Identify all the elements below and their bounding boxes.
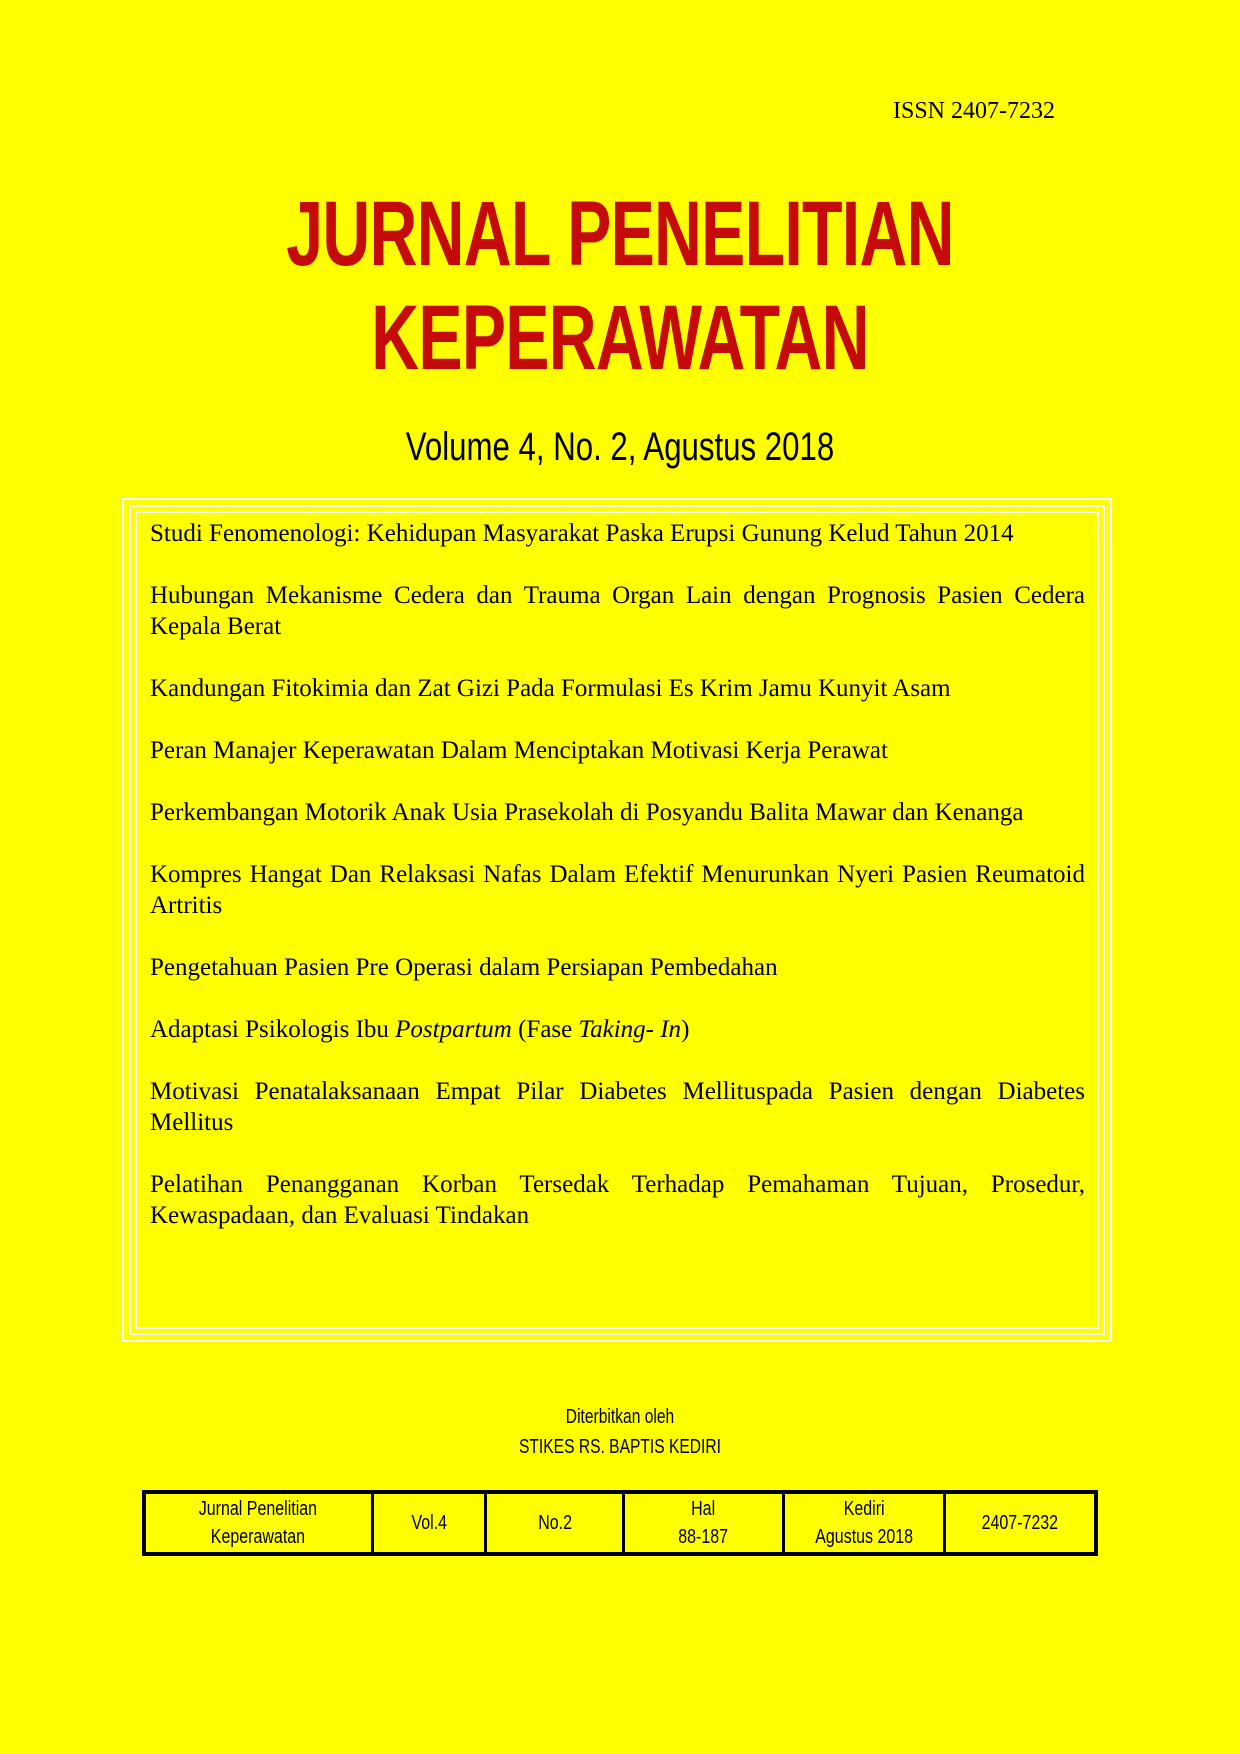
journal-info-table: [142, 1490, 1098, 1556]
info-issn: 2407-7232: [981, 1512, 1059, 1534]
info-cell-issn: [946, 1494, 1094, 1552]
publisher-label: Diterbitkan oleh: [565, 1406, 675, 1428]
article-title[interactable]: [150, 1014, 1085, 1045]
info-volume: Vol.4: [411, 1512, 447, 1534]
info-date: Agustus 2018: [815, 1526, 913, 1548]
journal-title-line1: JURNAL PENELITIAN: [286, 183, 954, 285]
info-city: Kediri: [843, 1498, 885, 1520]
issn-label: ISSN 2407-7232: [892, 98, 1055, 124]
info-pages-label: Hal: [691, 1498, 716, 1520]
info-cell-journal: [146, 1494, 374, 1552]
article-title-middle: (Fase: [511, 1016, 579, 1043]
journal-title: [174, 182, 1067, 390]
info-cell-volume: [374, 1494, 488, 1552]
article-title-italic: Taking- In: [578, 1016, 682, 1043]
info-cell-place-date: [785, 1494, 947, 1552]
article-title[interactable]: Motivasi Penatalaksanaan Empat Pilar Diabetes Mellituspada Pasien dengan Diabetes Mellitus: [150, 1078, 1085, 1136]
info-cell-pages: [625, 1494, 785, 1552]
article-title-prefix: Adaptasi Psikologis Ibu: [150, 1016, 396, 1043]
article-title[interactable]: Hubungan Mekanisme Cedera dan Trauma Organ Lain dengan Prognosis Pasien Cedera Kepala Berat: [150, 582, 1085, 640]
info-pages-range: 88-187: [678, 1526, 729, 1548]
info-journal-line1: Jurnal Penelitian: [199, 1498, 318, 1520]
article-title[interactable]: Perkembangan Motorik Anak Usia Prasekolah di Posyandu Balita Mawar dan Kenanga: [150, 799, 1024, 826]
table-of-contents: [150, 518, 1085, 1262]
article-title-suffix: ): [681, 1016, 690, 1043]
volume-info: Volume 4, No. 2, Agustus 2018: [405, 425, 835, 469]
article-title[interactable]: Peran Manajer Keperawatan Dalam Menciptakan Motivasi Kerja Perawat: [150, 737, 888, 764]
publisher-block: [136, 1402, 1103, 1462]
article-title[interactable]: Pelatihan Penangganan Korban Tersedak Terhadap Pemahaman Tujuan, Prosedur, Kewaspadaan, dan Evaluasi Tindakan: [150, 1171, 1085, 1229]
article-title[interactable]: Kandungan Fitokimia dan Zat Gizi Pada Formulasi Es Krim Jamu Kunyit Asam: [150, 675, 951, 702]
article-title[interactable]: Pengetahuan Pasien Pre Operasi dalam Persiapan Pembedahan: [150, 954, 778, 981]
article-title[interactable]: Studi Fenomenologi: Kehidupan Masyarakat Paska Erupsi Gunung Kelud Tahun 2014: [150, 520, 1014, 547]
info-cell-number: [487, 1494, 625, 1552]
info-journal-line2: Keperawatan: [211, 1526, 306, 1548]
article-title[interactable]: Kompres Hangat Dan Relaksasi Nafas Dalam Efektif Menurunkan Nyeri Pasien Reumatoid Artritis: [150, 861, 1085, 919]
journal-title-line2: KEPERAWATAN: [371, 287, 869, 389]
info-number: No.2: [537, 1512, 572, 1534]
article-title-italic: Postpartum: [395, 1016, 512, 1043]
publisher-name: STIKES RS. BAPTIS KEDIRI: [519, 1436, 721, 1458]
